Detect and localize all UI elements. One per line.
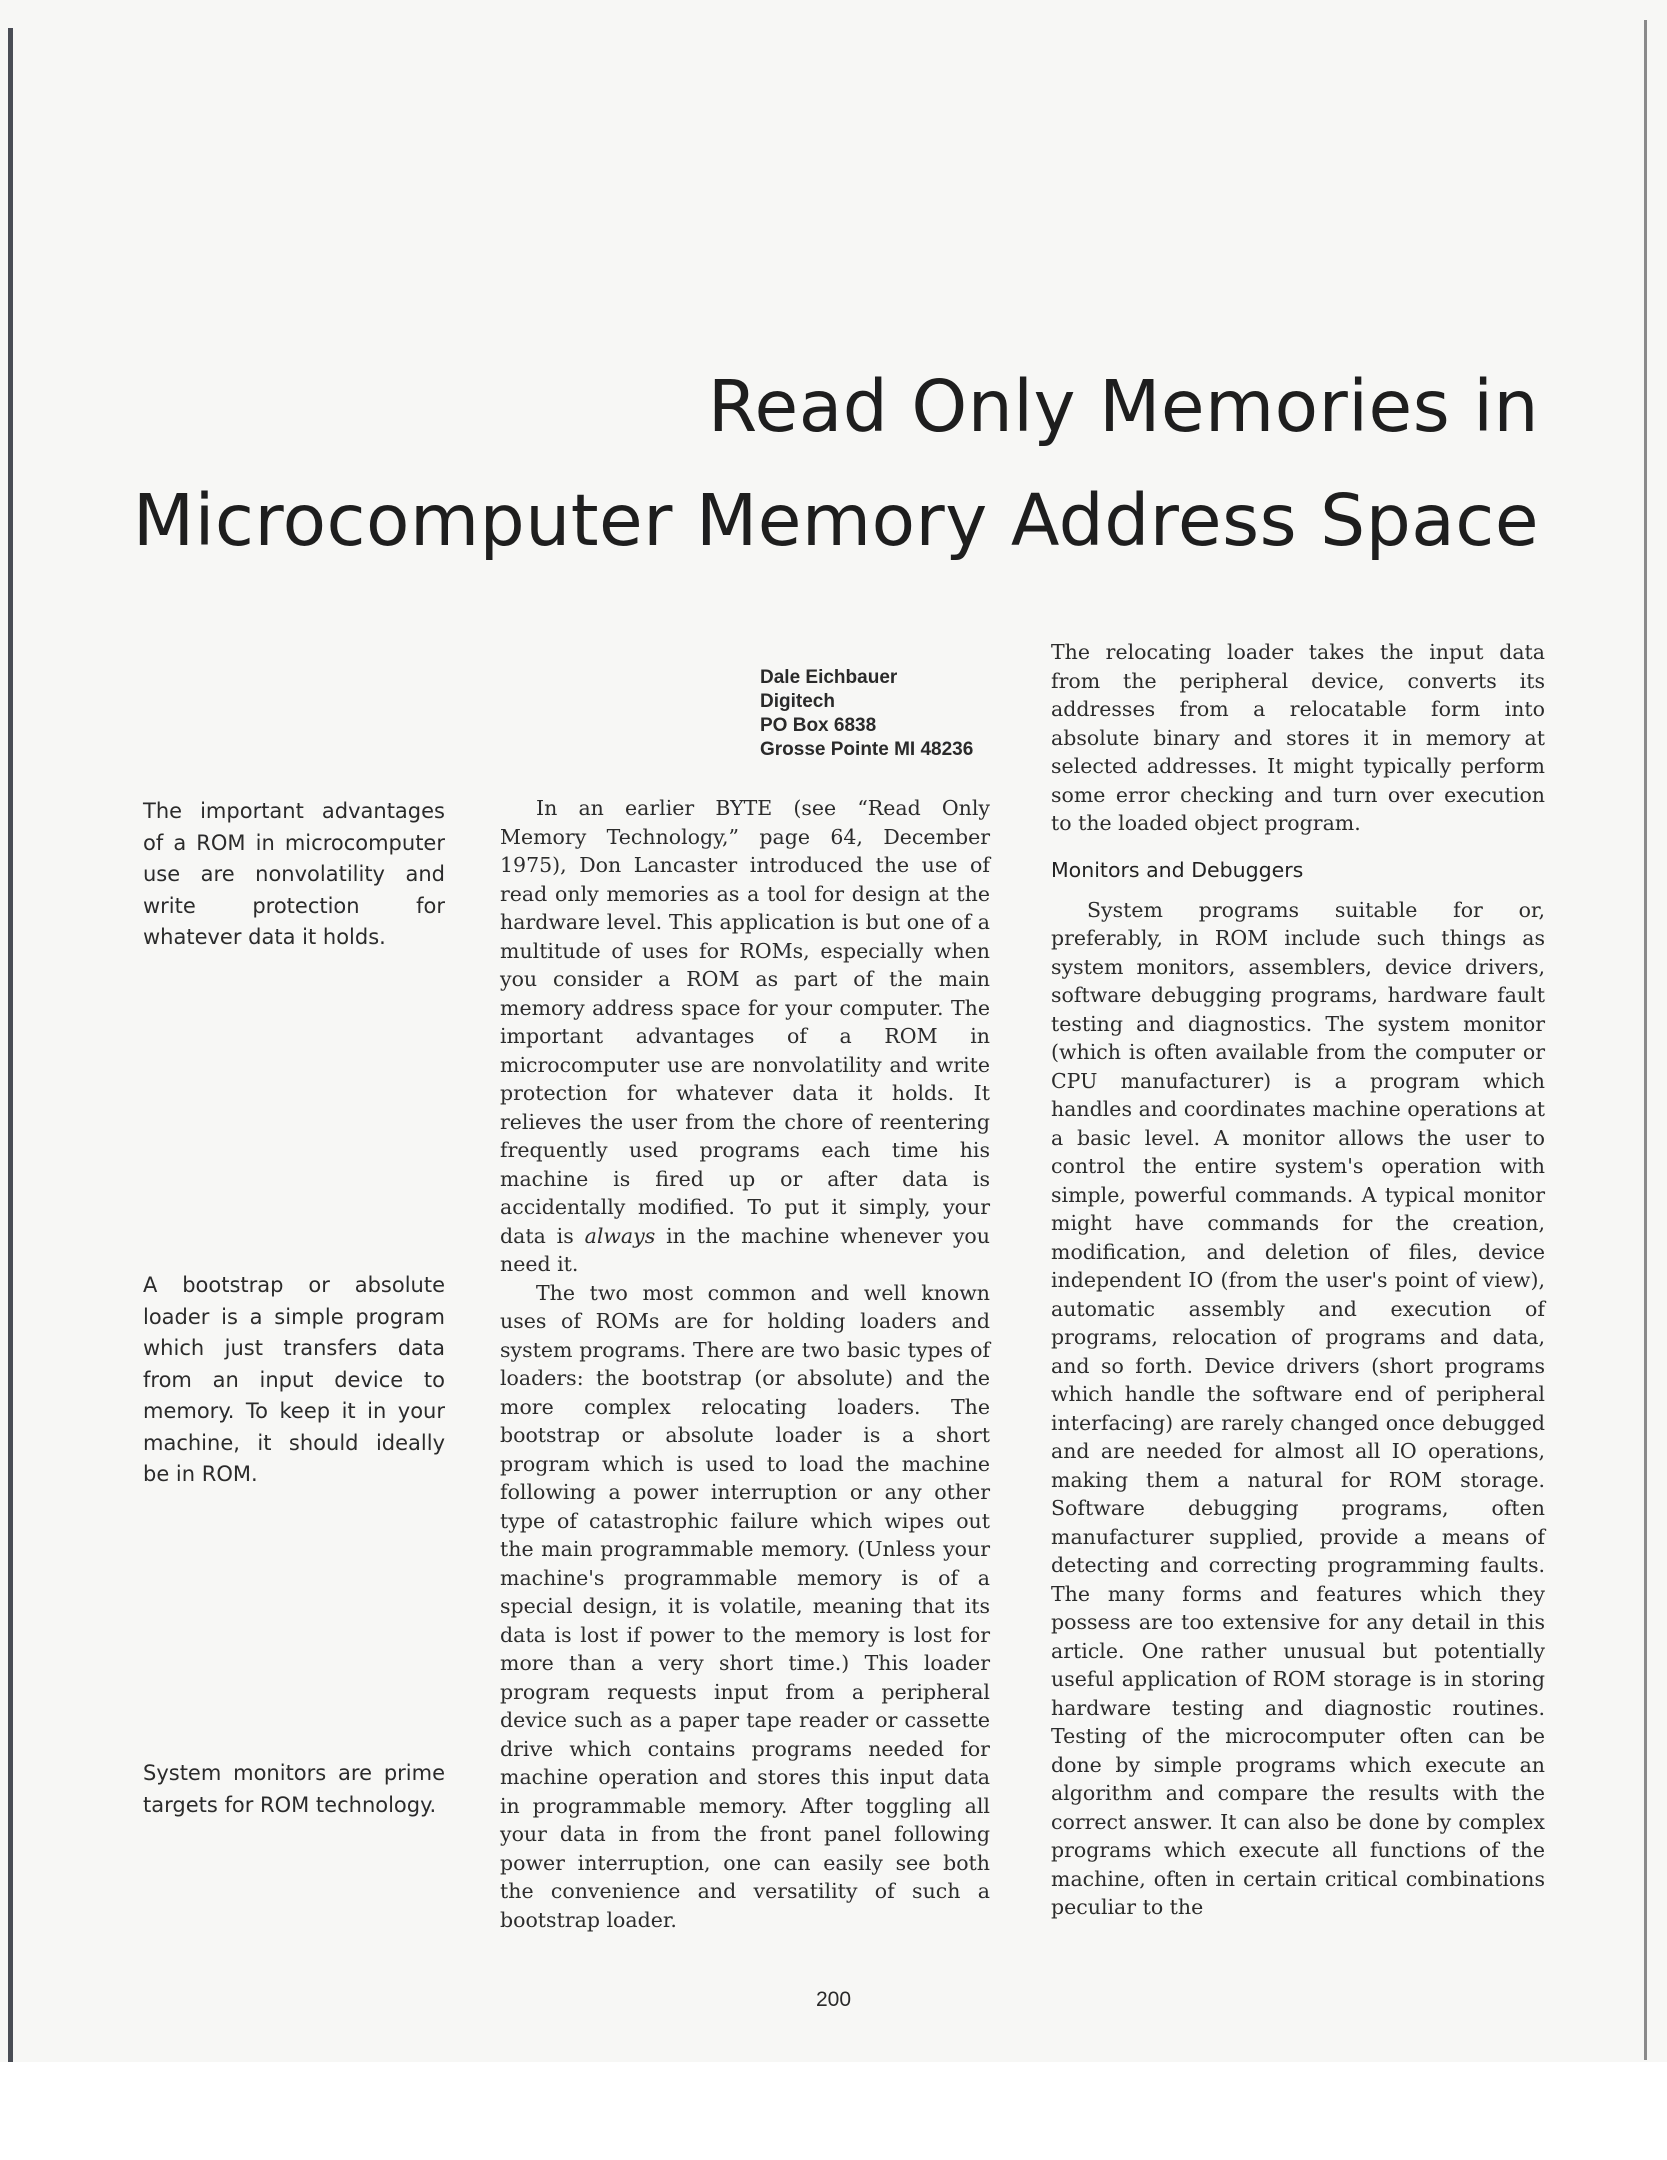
author-address-line-1: PO Box 6838 xyxy=(760,715,877,736)
body-column-right xyxy=(1051,638,1545,1922)
body-paragraph-1 xyxy=(500,794,990,1279)
page-number: 200 xyxy=(815,1988,852,2011)
author-name: Dale Eichbauer xyxy=(760,667,898,688)
author-address-line-2: Grosse Pointe MI 48236 xyxy=(760,739,974,760)
body-paragraph-3: The relocating loader takes the input data from the peripheral device, converts its addresses from a relocatable form into absolute binary and stores it in memory at selected addresses. It might typically perform some error checking and turn over execution to the loaded object program. xyxy=(1051,640,1545,835)
author-company: Digitech xyxy=(760,691,835,712)
title-line-2: Microcomputer Memory Address Space xyxy=(132,479,1539,562)
section-heading: Monitors and Debuggers xyxy=(1051,857,1304,882)
body-paragraph-2: The two most common and well known uses of ROMs are for holding loaders and system programs. There are two basic types of loaders: the bootstrap (or absolute) and the more complex relocating loaders. The bootstrap or absolute loader is a short program which is used to load the machine following a power interruption or any other type of catastrophic failure which wipes out the main programmable memory. (Unless your machine's programmable memory is of a special design, it is volatile, meaning that its data is lost if power to the memory is lost for more than a very short time.) This loader program requests input from a peripheral device such as a paper tape reader or cassette drive which contains programs needed for machine operation and stores this input data in programmable memory. After toggling all your data in from the front panel following power interruption, one can easily see both the convenience and versatility of such a bootstrap loader. xyxy=(500,1280,990,1932)
title-line-1: Read Only Memories in xyxy=(707,365,1539,448)
pullquote-1: The important advantages of a ROM in microcomputer use are nonvolatility and write protection for whatever data it holds. xyxy=(143,799,445,949)
pullquote-3: System monitors are prime targets for ROM technology. xyxy=(143,1761,445,1817)
body-paragraph-1-end: in the machine whenever you need it. xyxy=(500,1223,990,1276)
page-binding-edge xyxy=(8,28,13,2063)
scan-bottom-margin xyxy=(0,2062,1667,2160)
body-paragraph-1-text: In an earlier BYTE (see “Read Only Memory Technology,” page 64, December 1975), Don Lancaster introduced the use of read only memories as a tool for design at the hardware level. This application is but one of a multitude of uses for ROMs, especially when you consider a ROM as part of the main memory address space for your computer. The important advantages of a ROM in microcomputer use are nonvolatility and write protection for whatever data it holds. It relieves the user from the chore of reentering frequently used programs each time his machine is fired up or after data is accidentally modified. To put it simply, your data is xyxy=(500,796,990,1248)
pullquote-2: A bootstrap or absolute loader is a simple program which just transfers data from an input device to memory. To keep it in your machine, it should ideally be in ROM. xyxy=(143,1273,445,1486)
page-right-edge xyxy=(1644,20,1647,2060)
body-paragraph-4: System programs suitable for or, preferably, in ROM include such things as system monitors, assemblers, device drivers, software debugging programs, hardware fault testing and diagnostics. The system monitor (which is often available from the computer or CPU manufacturer) is a program which handles and coordinates machine operations at a basic level. A monitor allows the user to control the entire system's operation with simple, powerful commands. A typical monitor might have commands for the creation, modification, and deletion of files, device independent IO (from the user's point of view), automatic assembly and execution of programs, relocation of programs and data, and so forth. Device drivers (short programs which handle the software end of peripheral interfacing) are rarely changed once debugged and are needed for almost all IO operations, making them a natural for ROM storage. Software debugging programs, often manufacturer supplied, provide a means of detecting and correcting programming faults. The many forms and features which they possess are too extensive for any detail in this article. One rather unusual but potentially useful application of ROM storage is in storing hardware testing and diagnostic routines. Testing of the microcomputer often can be done by simple programs which execute an algorithm and compare the results with the correct answer. It can also be done by complex programs which execute all functions of the machine, often in certain critical combinations peculiar to the xyxy=(1051,897,1545,1919)
article-title xyxy=(99,350,1539,578)
author-byline xyxy=(760,666,973,762)
body-paragraph-1-italic: always xyxy=(584,1223,656,1248)
body-column-middle xyxy=(500,794,990,1934)
